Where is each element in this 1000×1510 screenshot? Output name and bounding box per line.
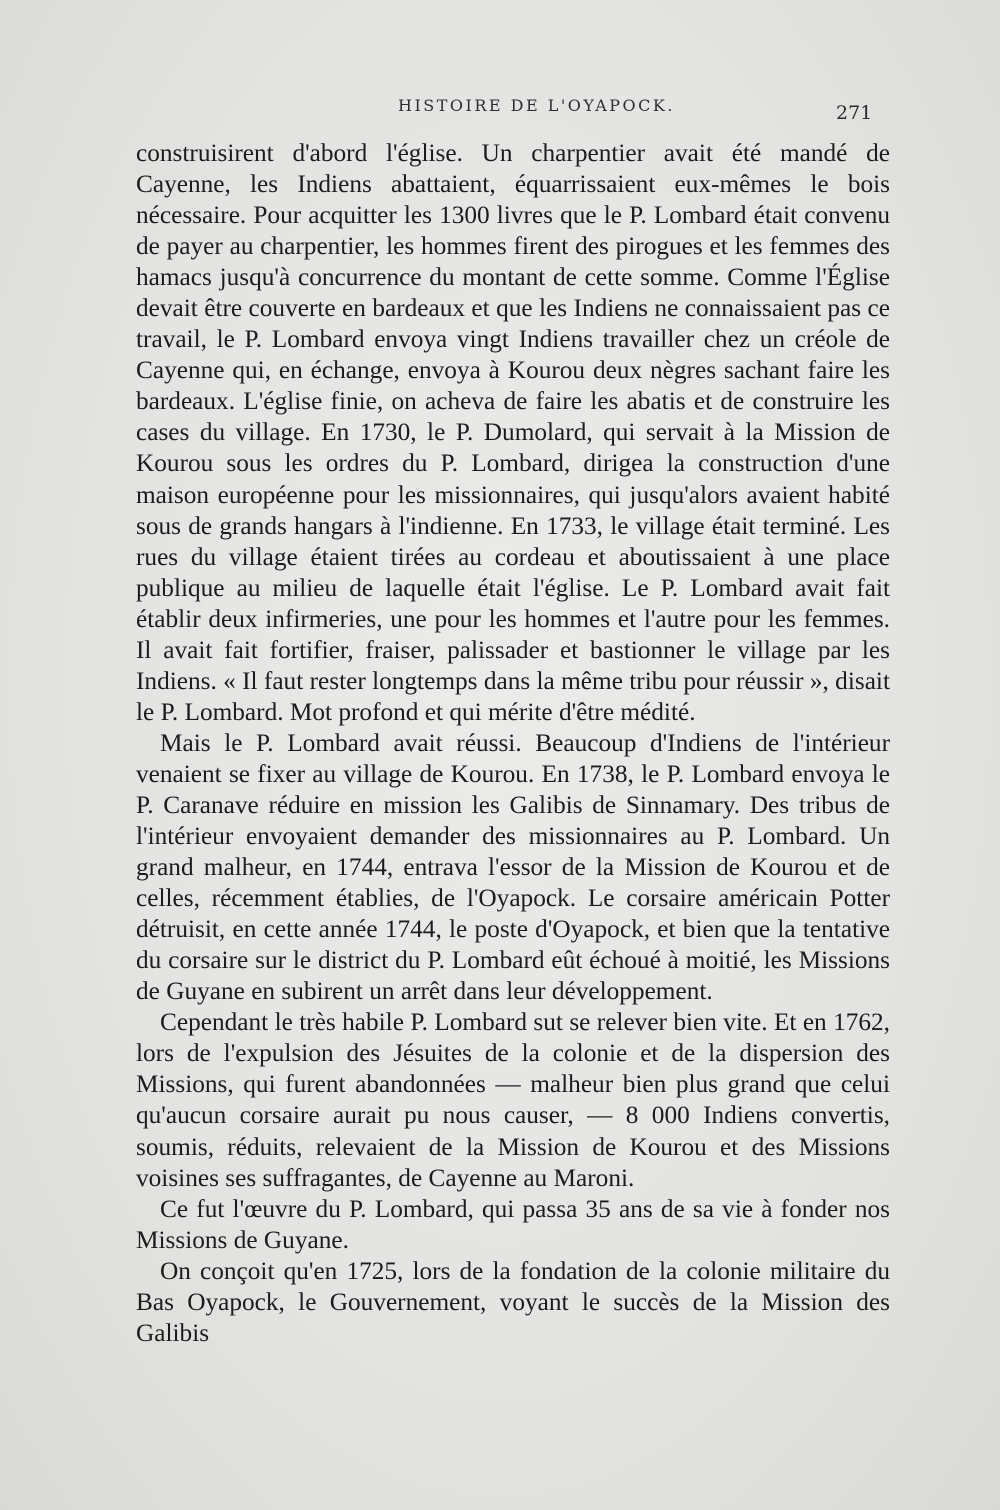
paragraph-3: Cependant le très habile P. Lombard sut se relever bien vite. Et en 1762, lors de l'expulsion des Jésuites de la colonie et de la dispersion des Missions, qui furent abandonnées — malheur bien plus grand que celui qu'aucun corsaire aurait pu nous causer, — 8 000 Indiens convertis, soumis, réduits, relevaient de la Mission de Kourou et des Missions voisines ses suffragantes, de Cayenne au Maroni. — [136, 1008, 890, 1192]
paragraph-5: On conçoit qu'en 1725, lors de la fondation de la colonie militaire du Bas Oyapock, le Gouvernement, voyant le succès de la Mission des Galibis — [136, 1256, 890, 1347]
page-header — [0, 96, 1000, 130]
paragraph-2: Mais le P. Lombard avait réussi. Beaucoup d'Indiens de l'intérieur venaient se fixer au village de Kourou. En 1738, le P. Lombard envoya le P. Caranave réduire en mission les Galibis de Sinnamary. Des tribus de l'intérieur envoyaient demander des missionnaires au P. Lombard. Un grand malheur, en 1744, entrava l'essor de la Mission de Kourou et de celles, récemment établies, de l'Oyapock. Le corsaire américain Potter détruisit, en cette année 1744, le poste d'Oyapock, et bien que la tentative du corsaire sur le district du P. Lombard eût échoué à moitié, les Missions de Guyane en subirent un arrêt dans leur développement. — [136, 728, 890, 1006]
page-number: 271 — [836, 102, 873, 124]
running-title: HISTOIRE DE L'OYAPOCK. — [398, 96, 675, 115]
paragraph-1: construisirent d'abord l'église. Un charpentier avait été mandé de Cayenne, les Indiens abattaient, équarrissaient eux-mêmes le bois nécessaire. Pour acquitter les 1300 livres que le P. Lombard était convenu de payer au charpentier, les hommes firent des pirogues et les femmes des hamacs jusqu'à concurrence du montant de cette somme. Comme l'Église devait être couverte en bardeaux et que les Indiens ne connaissaient pas ce travail, le P. Lombard envoya vingt Indiens travailler chez un créole de Cayenne qui, en échange, envoya à Kourou deux nègres sachant faire les bardeaux. L'église finie, on acheva de faire les abatis et de construire les cases du village. En 1730, le P. Dumolard, qui servait à la Mission de Kourou sous les ordres du P. Lombard, dirigea la construction d'une maison européenne pour les missionnaires, qui jusqu'alors avaient habité sous de grands hangars à l'indienne. En 1733, le village était terminé. Les rues du village étaient tirées au cordeau et aboutissaient à une place publique au milieu de laquelle était l'église. Le P. Lombard avait fait établir deux infirmeries, une pour les hommes et l'autre pour les femmes. Il avait fait fortifier, fraiser, palissader et bastionner le village par les Indiens. « Il faut rester longtemps dans la même tribu pour réussir », disait le P. Lombard. Mot profond et qui mérite d'être médité. — [136, 139, 890, 726]
body-text — [136, 138, 890, 1349]
paragraph-4: Ce fut l'œuvre du P. Lombard, qui passa 35 ans de sa vie à fonder nos Missions de Guyane. — [136, 1194, 890, 1254]
